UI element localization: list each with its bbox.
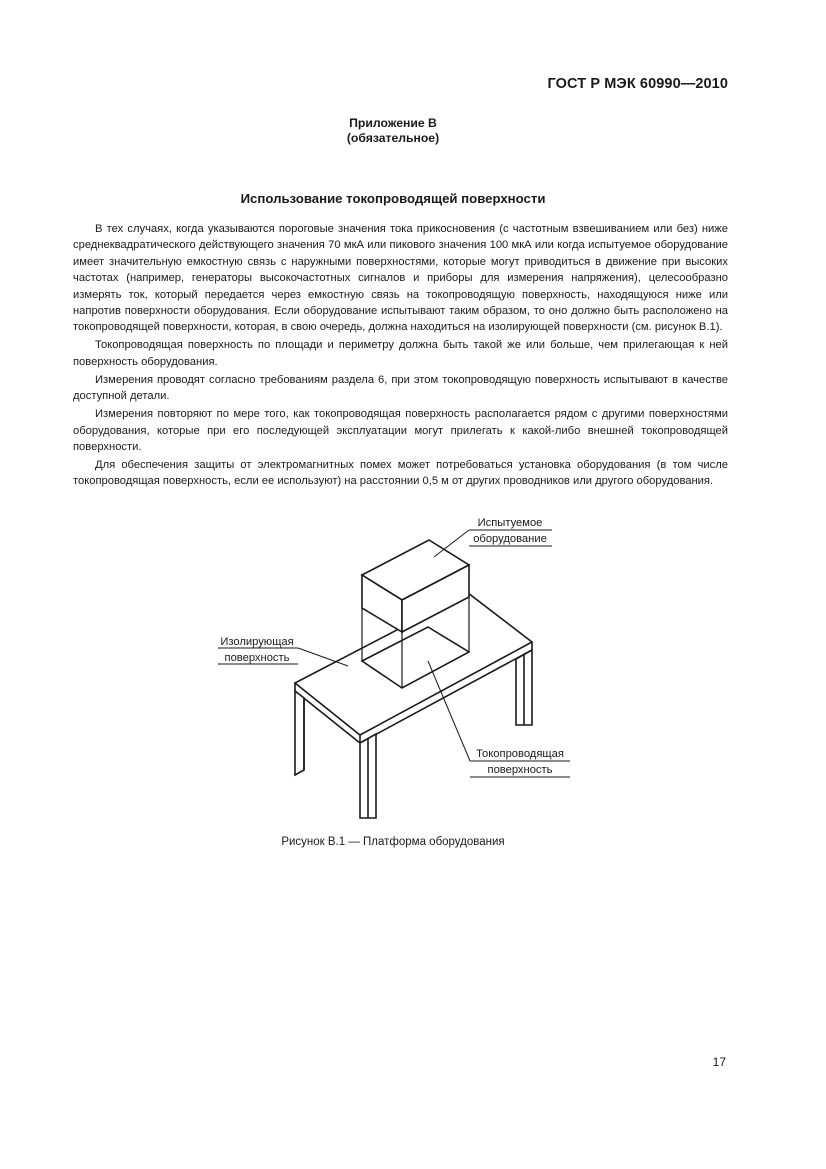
section-title: Использование токопроводящей поверхности (240, 191, 546, 206)
paragraph: Измерения повторяют по мере того, как токопроводящая поверхность располагается рядом с другими поверхностями оборудования, которые при его последующей эксплуатации могут прилегать к какой-либо внешней токопроводящей поверхности. (73, 408, 728, 454)
leader-line (434, 530, 469, 557)
annex-title: Приложение В (349, 116, 437, 130)
figure-drawing (200, 508, 600, 828)
paragraph: В тех случаях, когда указываются пороговые значения тока прикосновения (с частотным взвешиванием или без) ниже среднеквадратического действующего значения 70 мкА или пикового значения 100 мкА или когда испытуемое оборудование имеет значительную емкостную связь с наружными поверхностями, которые могут приводиться в движение при высоких частотах (например, генераторы высокочастотных сигналов и приборы для измерения напряжения), целесообразно измерять ток, который передается через емкостную связь на токопроводящую поверхность, находящуюся ниже или напротив поверхности оборудования. Если оборудование испытывают таким образом, то оно должно быть расположено на токопроводящей поверхности, которая, в свою очередь, должна находиться на изолирующей поверхности (см. рисунок В.1). (73, 223, 728, 334)
label-equipment-2: оборудование (473, 533, 547, 545)
paragraph: Для обеспечения защиты от электромагнитных помех может потребоваться установка оборудования (в том числе токопроводящая поверхность, если ее используют) на расстоянии 0,5 м от других проводников или другого оборудования. (73, 459, 728, 488)
figure-caption: Рисунок В.1 — Платформа оборудования (281, 836, 505, 848)
label-insulating-1: Изолирующая (220, 636, 294, 648)
label-insulating-2: поверхность (224, 652, 290, 664)
table-leg (295, 691, 304, 775)
paragraph: Измерения проводят согласно требованиям раздела 6, при этом токопроводящую поверхность испытывают в качестве доступной детали. (73, 373, 728, 403)
label-conductive-2: поверхность (487, 764, 553, 776)
body-text (73, 221, 728, 491)
page-number: 17 (712, 1055, 726, 1069)
label-conductive-1: Токопроводящая (476, 748, 564, 760)
paragraph: Токопроводящая поверхность по площади и периметру должна быть такой же или больше, чем прилегающая к ней поверхность оборудования. (73, 339, 728, 368)
standard-code: ГОСТ Р МЭК 60990—2010 (547, 76, 728, 92)
annex-status: (обязательное) (346, 131, 440, 145)
equipment-platform-figure (200, 508, 600, 833)
label-equipment-1: Испытуемое (477, 517, 543, 529)
annex-heading (0, 116, 786, 146)
